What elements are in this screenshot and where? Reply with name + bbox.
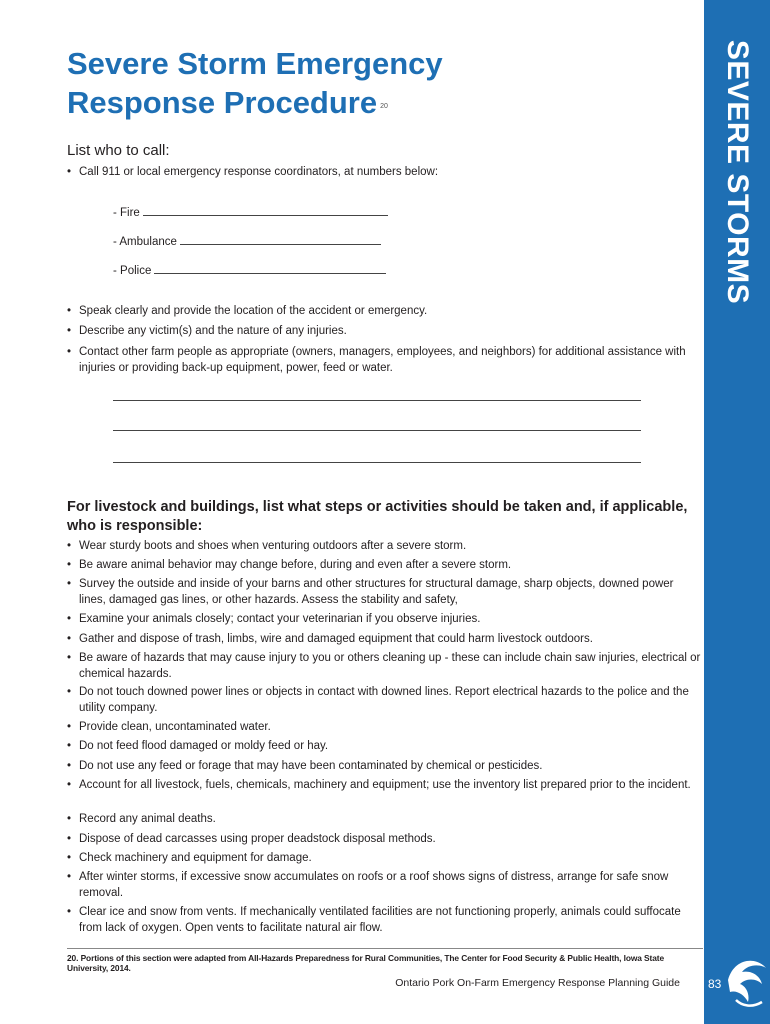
livestock-bullet: • Dispose of dead carcasses using proper deadstock disposal methods. xyxy=(67,833,436,845)
livestock-bullet: • Gather and dispose of trash, limbs, wire and damaged equipment that could harm livestock outdoors. xyxy=(67,633,593,645)
livestock-bullet: • After winter storms, if excessive snow accumulates on roofs or a roof shows signs of distress, arrange for safe snow removal. xyxy=(67,871,669,899)
call-bullet: • Contact other farm people as appropriate (owners, managers, employees, and neighbors) for additional assistance with injuries or providing back-up equipment, power, feed or water. xyxy=(67,346,686,374)
notes-line xyxy=(113,462,641,463)
footnote: 20. Portions of this section were adapted from All-Hazards Preparedness for Rural Communities, The Center for Food Security & Public Health, Iowa State University, 2014. xyxy=(67,953,665,973)
contact-police-label: - Police xyxy=(113,265,152,277)
call-intro: • Call 911 or local emergency response coordinators, at numbers below: xyxy=(67,166,439,178)
title-line-2: Response Procedure xyxy=(67,85,378,120)
livestock-bullet: • Survey the outside and inside of your barns and other structures for structural damage, sharp objects, downed power lines, damaged gas lines, or other hazards. Assess the stability and safety, xyxy=(67,578,674,606)
livestock-bullet: • Account for all livestock, fuels, chemicals, machinery and equipment; use the inventory list prepared prior to the incident. xyxy=(67,779,691,791)
livestock-bullet: • Check machinery and equipment for damage. xyxy=(67,852,312,864)
side-label: SEVERE STORMS xyxy=(721,39,754,305)
contact-fire xyxy=(113,204,388,221)
title-footnote-ref: 20 xyxy=(380,103,388,110)
page-title xyxy=(67,44,527,122)
livestock-bullet: • Do not use any feed or forage that may have been contaminated by chemical or pesticides. xyxy=(67,760,543,772)
footnote-divider xyxy=(67,948,703,949)
page-number: 83 xyxy=(708,977,722,991)
livestock-heading: For livestock and buildings, list what steps or activities should be taken and, if applicable, who is responsible: xyxy=(67,499,688,534)
livestock-bullet: • Be aware animal behavior may change before, during and even after a severe storm. xyxy=(67,559,512,571)
contact-police-blank xyxy=(154,262,386,274)
notes-line xyxy=(113,400,641,401)
contact-ambulance-blank xyxy=(180,233,381,245)
livestock-bullet: • Do not feed flood damaged or moldy feed or hay. xyxy=(67,740,329,752)
footer-guide-title: Ontario Pork On-Farm Emergency Response Planning Guide xyxy=(395,977,680,989)
call-heading: List who to call: xyxy=(67,142,170,159)
livestock-bullet: • Clear ice and snow from vents. If mechanically ventilated facilities are not functioning properly, animals could suffocate from lack of oxygen. Open vents to facilitate natural air flow. xyxy=(67,906,681,934)
notes-line xyxy=(113,430,641,431)
livestock-bullet: • Be aware of hazards that may cause injury to you or others cleaning up - these can include chain saw injuries, electrical or chemical hazards. xyxy=(67,652,701,680)
livestock-bullet: • Record any animal deaths. xyxy=(67,813,216,825)
livestock-bullet: • Do not touch downed power lines or objects in contact with downed lines. Report electrical hazards to the police and the utility company. xyxy=(67,686,689,714)
call-intro-text: Call 911 or local emergency response coordinators, at numbers below: xyxy=(79,166,439,178)
pig-logo-icon xyxy=(716,950,770,1020)
contact-police xyxy=(113,262,386,279)
call-bullet: • Speak clearly and provide the location of the accident or emergency. xyxy=(67,305,428,317)
livestock-bullet: • Wear sturdy boots and shoes when venturing outdoors after a severe storm. xyxy=(67,540,467,552)
contact-ambulance-label: - Ambulance xyxy=(113,236,177,248)
title-line-1: Severe Storm Emergency xyxy=(67,46,443,81)
contact-ambulance xyxy=(113,233,381,250)
call-bullet: • Describe any victim(s) and the nature of any injuries. xyxy=(67,325,347,337)
contact-fire-label: - Fire xyxy=(113,207,140,219)
livestock-bullet: • Provide clean, uncontaminated water. xyxy=(67,721,271,733)
livestock-bullet: • Examine your animals closely; contact your veterinarian if you observe injuries. xyxy=(67,613,481,625)
contact-fire-blank xyxy=(143,204,388,216)
